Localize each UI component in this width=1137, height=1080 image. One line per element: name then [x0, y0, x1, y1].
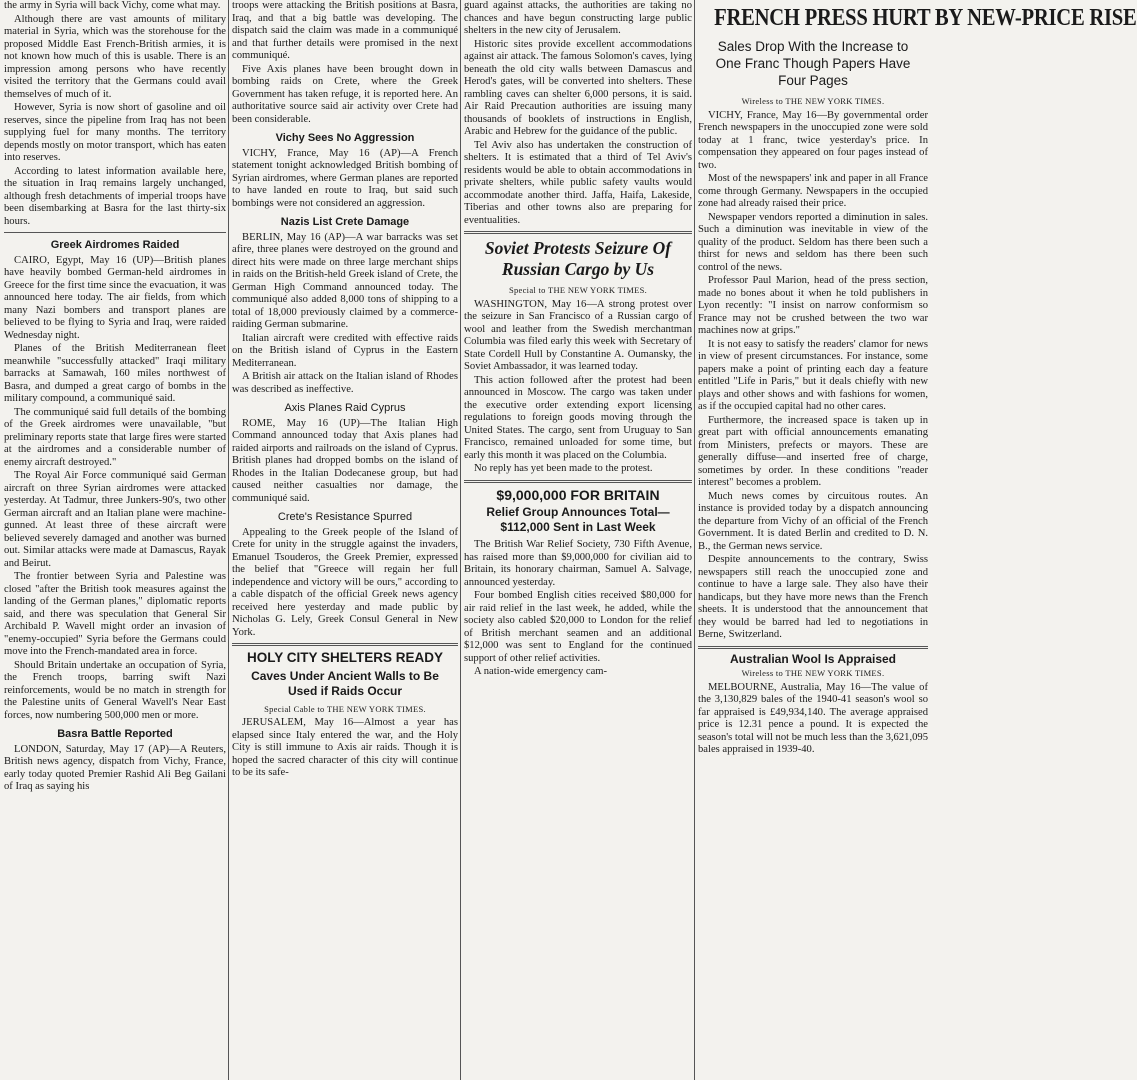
paragraph: A nation-wide emergency cam-: [474, 666, 608, 677]
paragraph: guard against attacks, the authorities are taking no chances and have begun constructing large public shelters in the new city of Jerusalem.: [464, 0, 692, 36]
divider: [698, 646, 928, 649]
column-1: [4, 0, 226, 1080]
subhead-basra-battle: Basra Battle Reported: [57, 728, 173, 740]
paragraph: Most of the newspapers' ink and paper in all France come through Germany. Newspapers in the occupied zone had already raised their price.: [698, 173, 928, 209]
subheadline-holy-city: Caves Under Ancient Walls to Be Used if Raids Occur: [251, 668, 439, 698]
paragraph: Historic sites provide excellent accommodations against air attack. The famous Solomon's caves, lying beneath the old city walls between Damascus and Herod's gates, will be converted into shelters. These rambling caves can shelter 6,000 persons, it is said. Air Raid Precaution authorities are issuing many thousands of booklets of instructions in English, Arabic and Hebrew for the guidance of the public.: [464, 38, 692, 137]
credit-line: Special to THE NEW YORK TIMES.: [508, 285, 648, 295]
paragraph: However, Syria is now short of gasoline and oil reserves, since the pipeline from Iraq has not been supplying fuel for many months. The territory depends mostly on motor transport, which has eaten into reserves.: [4, 102, 226, 163]
paragraph: VICHY, France, May 16 (AP)—A French statement tonight acknowledged British bombing of Syrian airdromes, where German planes are reported to have landed en route to Iraq, but said such bombings were not considered an aggression.: [232, 147, 458, 209]
paragraph: Much news comes by circuitous routes. An instance is provided today by a dispatch announcing the departure from Vichy of an official of the French Government. It is dated Berlin and credited to D. N. B., the German news service.: [698, 490, 928, 552]
paragraph: Italian aircraft were credited with effective raids on the British island of Cyprus in the Eastern Mediterranean.: [232, 332, 458, 369]
paragraph: A British air attack on the Italian island of Rhodes was described as ineffective.: [232, 371, 458, 395]
paragraph: Professor Paul Marion, head of the press section, made no bones about it when he told publishers in Lyon recently: "I insist on narrow conformism so France may not be crushed between the two war machines now at grips.": [698, 275, 928, 336]
column-rule: [228, 0, 229, 1080]
paragraph: LONDON, Saturday, May 17 (AP)—A Reuters, British news agency, dispatch from Vichy, France, early today quoted Premier Rashid Ali Beg Gailani of Iraq as saying his: [4, 743, 226, 792]
paragraph: Furthermore, the increased space is taken up in great part with official announcements emanating from Ministers, prefects or mayors. These are generally diffuse—and inserted free of charge, sometimes by order. In these conditions "reader interest" becomes a problem.: [698, 414, 928, 488]
credit-line: Wireless to THE NEW YORK TIMES.: [741, 668, 885, 678]
paragraph: The British War Relief Society, 730 Fifth Avenue, has raised more than $9,000,000 for civilian aid to Britain, its honorary chairman, Samuel A. Salvage, announced yesterday.: [464, 539, 692, 588]
article-syria-continued: [4, 0, 226, 228]
divider: [464, 480, 692, 483]
headline-britain-relief: $9,000,000 FOR BRITAIN: [496, 486, 660, 503]
paragraph: BERLIN, May 16 (AP)—A war barracks was set afire, three planes were destroyed on the ground and direct hits were made on three large merchant ships in raids on the British-held Greek island of Crete, the German High Command announced today. The communiqué also added 8,000 tons of shipping to a total of 18,000 previously claimed by a commerce-raiding German submarine.: [232, 231, 458, 330]
paragraph: Appealing to the Greek people of the Island of Crete for unity in the struggle against the invaders, Emanuel Tsouderos, the Greek Premier, expressed the belief that "Greece will regain her full independence and victory will be ours," according to a cable dispatch of the official Greek news agency received here yesterday and made public by Nicholas G. Lely, Greek Consul General in New York.: [232, 526, 458, 638]
paragraph: Should Britain undertake an occupation of Syria, the French troops, barring swift Nazi reinforcements, would be no match in strength for the Palestine units of General Wavell's Near East forces, now numbering 500,000 men or more.: [4, 659, 226, 721]
divider: [464, 231, 692, 234]
column-2: [232, 0, 458, 1080]
paragraph: the army in Syria will back Vichy, come what may.: [4, 0, 221, 11]
paragraph: Despite announcements to the contrary, Swiss newspapers still reach the unoccupied zone and continue to have a large sale. They also have their handicaps, but they have more news than the French sheets. It is understood that the announcement that they would be barred had led to negotiations in Berne, Switzerland.: [698, 554, 928, 640]
subheadline-britain-relief: Relief Group Announces Total—$112,000 Sent in Last Week: [486, 505, 670, 534]
credit-line: Special Cable to THE NEW YORK TIMES.: [264, 703, 426, 714]
headline-holy-city: HOLY CITY SHELTERS READY: [246, 650, 444, 665]
paragraph: The communiqué said full details of the bombing of the Greek airdromes were unavailable, "but preliminary reports state that large fires were started at the airdromes and a considerable number of enemy aircraft destroyed.": [4, 406, 226, 468]
paragraph: Tel Aviv also has undertaken the construction of shelters. It is estimated that a third of Tel Aviv's residents would be able to obtain accommodations in private shelters, while public safety vaults would accommodate another third. Jaffa, Haifa, Lakeside, Tiberias and other towns also are preparing for eventualities.: [464, 139, 692, 226]
subhead-greek-airdromes: Greek Airdromes Raided: [50, 239, 180, 251]
subhead-vichy-aggression: Vichy Sees No Aggression: [275, 132, 415, 144]
paragraph: troops were attacking the British positions at Basra, Iraq, and that a big battle was developing. The dispatch said the claim was made in a communiqué and that further details were promised in the next communiqué.: [232, 0, 458, 61]
paragraph: VICHY, France, May 16—By governmental order French newspapers in the unoccupied zone were sold today at 1 franc, twice yesterday's price. In compensation they appeared on four pages instead of two.: [698, 109, 928, 171]
paragraph: CAIRO, Egypt, May 16 (UP)—British planes have heavily bombed German-held airdromes in Greece for the first time since the evacuation, it was announced here today. The air fields, from which many Nazi bombers and transport planes are believed to be flying to Syria and Iraq, were raided Wednesday night.: [4, 254, 226, 341]
subhead-crete-resistance: Crete's Resistance Spurred: [277, 511, 413, 523]
paragraph: No reply has yet been made to the protest.: [474, 463, 653, 474]
paragraph: The frontier between Syria and Palestine was closed "after the British took measures against the landing of the German planes," diplomatic reports said, and there was speculation that General Sir Archibald P. Wavell might order an invasion of "enemy-occupied" Syria before the Germans could move into the French-mandated area in force.: [4, 571, 226, 657]
paragraph: The Royal Air Force communiqué said German aircraft on three Syrian airdromes were attacked yesterday. At Tadmur, three Junkers-90's, two other German aircraft and an Italian plane were machine-gunned. At least three of these aircraft were believed severely damaged and another was burned out. Similar attacks were made at Damascus, Rayak and Beirut.: [4, 470, 226, 569]
column-3: [464, 0, 692, 1080]
paragraph: ROME, May 16 (UP)—The Italian High Command announced today that Axis planes had raided airports and railroads on the island of Cyprus. British planes had dropped bombs on the island of Rhodes in the Italian Dodecanese group, but had caused neither casualties nor damage, the communiqué said.: [232, 417, 458, 504]
paragraph: Four bombed English cities received $80,000 for air raid relief in the last week, he added, while the society also cabled $20,000 to London for the relief of British merchant seamen and an additional $12,000 was sent to England for the continued support of other relief activities.: [464, 590, 692, 664]
subhead-nazis-crete: Nazis List Crete Damage: [280, 216, 410, 228]
headline-soviet-protest: Soviet Protests Seizure Of Russian Cargo by Us: [484, 238, 672, 279]
headline-australian-wool: Australian Wool Is Appraised: [729, 651, 897, 666]
paragraph: Planes of the British Mediterranean fleet meanwhile "successfully attacked" Iraqi military barracks at Samawah, 160 miles northwest of Basra, and dumped a great cargo of bombs in the military compound, a communiqué said.: [4, 343, 226, 404]
divider: [4, 232, 226, 233]
column-rule: [694, 0, 695, 1080]
paragraph: This action followed after the protest had been announced in Moscow. The cargo was taken under the executive order extending export licensing regulations to foreign goods moving through the United States. The cargo, sent from Uruguay to San Francisco, remained unloaded for some time, but early this month it was placed on the Columbia.: [464, 374, 692, 461]
subhead-axis-cyprus: Axis Planes Raid Cyprus: [284, 402, 406, 414]
paragraph: It is not easy to satisfy the readers' clamor for news in view of present circumstances. For instance, some papers make a point of printing each day a feature entitled "Life in Paris," but it deals chiefly with new plays and other shows and with fashions for women, as if the occupied capital had no other cares.: [698, 338, 928, 412]
subheadline-french-press: Sales Drop With the Increase to One Franc Though Papers Have Four Pages: [715, 39, 911, 88]
paragraph: Although there are vast amounts of military material in Syria, which was the storehouse for the proposed Middle East French-British armies, it is not known how much of this is usable. There is an impression among persons who have recently visited the territory that the Germans could avail themselves of much of it.: [4, 13, 226, 100]
divider: [232, 643, 458, 646]
paragraph: Five Axis planes have been brought down in bombing raids on Crete, where the Greek Government has taken refuge, it is reported here. An authoritative source said air activity over Crete had been considerable.: [232, 63, 458, 125]
headline-french-press: FRENCH PRESS HURT BY NEW-PRICE RISE: [714, 5, 1137, 31]
paragraph: Newspaper vendors reported a diminution in sales. Such a diminution was inevitable in view of the quality of the product. Seldom has there been such a thirst for news and seldom has there been such control of the news.: [698, 211, 928, 273]
credit-line: Wireless to THE NEW YORK TIMES.: [741, 96, 885, 106]
paragraph: According to latest information available here, the situation in Iraq remains largely unchanged, although fresh detachments of imperial troops have been disembarking at Basra for the last thirty-six hours.: [4, 165, 226, 227]
paragraph: MELBOURNE, Australia, May 16—The value of the 3,130,829 bales of the 1940-41 season's wool so far appraised is £49,934,140. The average appraised price is 12.31 pence a pound. It is expected the season's total will not be much less than the 3,621,095 bales appraised in 1939-40.: [698, 681, 928, 755]
column-4: [698, 0, 1137, 1080]
paragraph: JERUSALEM, May 16—Almost a year has elapsed since Italy entered the war, and the Holy City is still immune to Axis air raids. Though it is hoped the sacred character of this city will continue to be its safe-: [232, 717, 458, 778]
article-greek-airdromes: [4, 255, 226, 723]
column-rule: [460, 0, 461, 1080]
paragraph: WASHINGTON, May 16—A strong protest over the seizure in San Francisco of a Russian cargo of wool and leather from the Swedish merchantman Columbia was filed early this week with Secretary of State Cordell Hull by Constantine A. Oumansky, the Soviet Ambassador, it was learned today.: [464, 298, 692, 372]
